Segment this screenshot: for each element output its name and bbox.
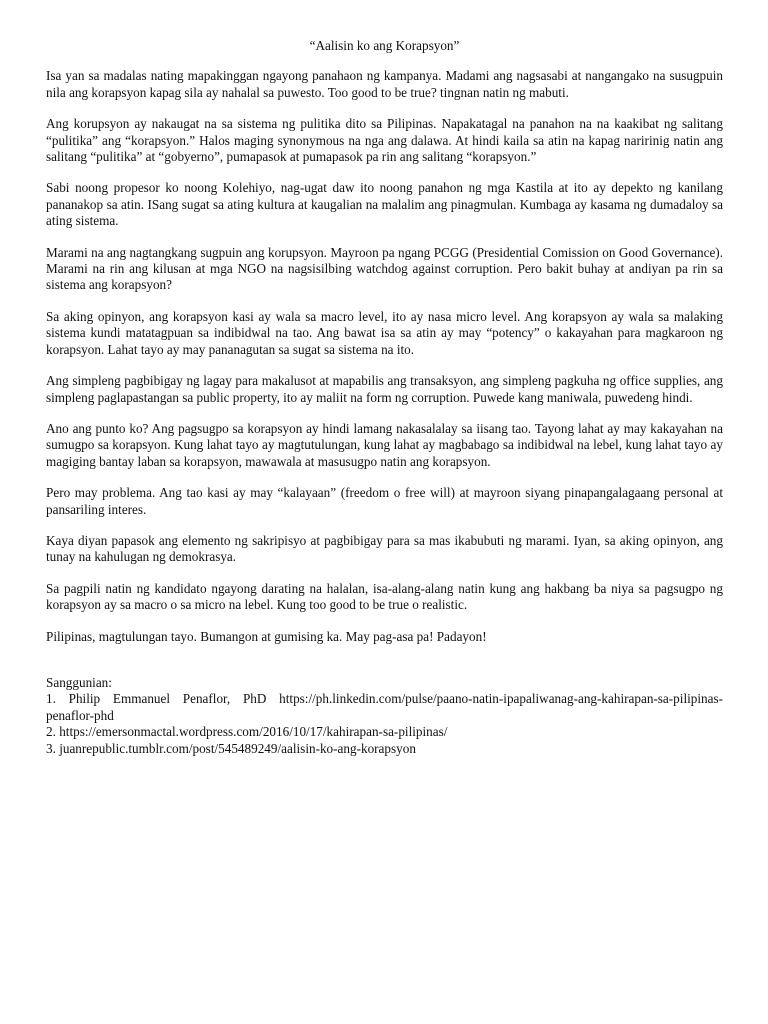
paragraph-9: Kaya diyan papasok ang elemento ng sakripisyo at pagbibigay para sa mas ikabubuti ng marami. Iyan, sa aking opinyon, ang tunay na kahulugan ng demokrasya. — [46, 532, 723, 565]
paragraph-4: Marami na ang nagtangkang sugpuin ang korupsyon. Mayroon pa ngang PCGG (Presidential Comission on Good Governance). Marami na rin ang kilusan at mga NGO na nagsisilbing watchdog against corruption. Pero bakit buhay at andiyan pa rin sa sistema ang korapsyon? — [46, 244, 723, 293]
reference-item-1: 1. Philip Emmanuel Penaflor, PhD https://ph.linkedin.com/pulse/paano-natin-ipapaliwanag-ang-kahirapan-sa-pilipinas-penaflor-phd — [46, 691, 723, 723]
paragraph-6: Ang simpleng pagbibigay ng lagay para makalusot at mapabilis ang transaksyon, ang simpleng pagkuha ng office supplies, ang simpleng paglapastangan sa public property, ito ay maliit na form ng corruption. Puwede kang maniwala, puwedeng hindi. — [46, 373, 723, 405]
paragraph-5: Sa aking opinyon, ang korapsyon kasi ay wala sa macro level, ito ay nasa micro level. Ang korapsyon ay wala sa malaking sistema kundi matatagpuan sa indibidwal na tao. Ang bawat isa sa atin ay may “potency” o kakayahan para magkaroon ng korapsyon. Lahat tayo ay may pananagutan sa sugat sa sistema na ito. — [46, 308, 723, 357]
document-page — [46, 38, 723, 757]
paragraph-3: Sabi noong propesor ko noong Kolehiyo, nag-ugat daw ito noong panahon ng mga Kastila at ito ay depekto ng kanilang pananakop sa atin. ISang sugat sa ating kultura at kaugalian na malalim ang pinagmulan. Kumbaga ay kasama ng dumadaloy sa ating sistema. — [46, 180, 723, 229]
reference-item-2: 2. https://emersonmactal.wordpress.com/2016/10/17/kahirapan-sa-pilipinas/ — [46, 724, 448, 740]
references-section — [46, 675, 723, 757]
paragraph-2: Ang korupsyon ay nakaugat na sa sistema ng pulitika dito sa Pilipinas. Napakatagal na panahon na na kaakibat ng salitang “pulitika” ang “korapsyon.” Halos maging synonymous na nga ang dalawa. At hindi kaila sa atin na kapag naririnig natin ang salitang “pulitika” at “gobyerno”, pumapasok at pumapasok pa rin ang salitang “korapsyon.” — [46, 116, 723, 165]
paragraph-8: Pero may problema. Ang tao kasi ay may “kalayaan” (freedom o free will) at mayroon siyang pinapangalagaang personal at pansariling interes. — [46, 485, 723, 517]
paragraph-1: Isa yan sa madalas nating mapakinggan ngayong panahaon ng kampanya. Madami ang nagsasabi at nangangako na susugpuin nila ang korapsyon kapag sila ay nahalal sa puwesto. Too good to be true? tingnan natin ng mabuti. — [46, 68, 723, 100]
reference-item-3: 3. juanrepublic.tumblr.com/post/545489249/aalisin-ko-ang-korapsyon — [46, 740, 416, 756]
paragraph-7: Ano ang punto ko? Ang pagsugpo sa korapsyon ay hindi lamang nakasalalay sa iisang tao. Tayong lahat ay may kakayahan na sumugpo sa korapsyon. Kung lahat tayo ay magtutulungan, kung lahat ay magbabago sa indibidwal na lebel, kung lahat tayo ay magiging bantay laban sa korapsyon, mawawala at masusugpo natin ang korapsyon. — [46, 420, 723, 469]
paragraph-11: Pilipinas, magtulungan tayo. Bumangon at gumising ka. May pag-asa pa! Padayon! — [46, 628, 487, 644]
paragraph-10: Sa pagpili natin ng kandidato ngayong darating na halalan, isa-alang-alang natin kung ang hakbang ba niya sa pagsugpo ng korapsyon ay sa macro o sa micro na lebel. Kung too good to be true o realistic. — [46, 580, 723, 613]
references-heading: Sanggunian: — [46, 674, 112, 690]
document-title: “Aalisin ko ang Korapsyon” — [309, 38, 460, 53]
